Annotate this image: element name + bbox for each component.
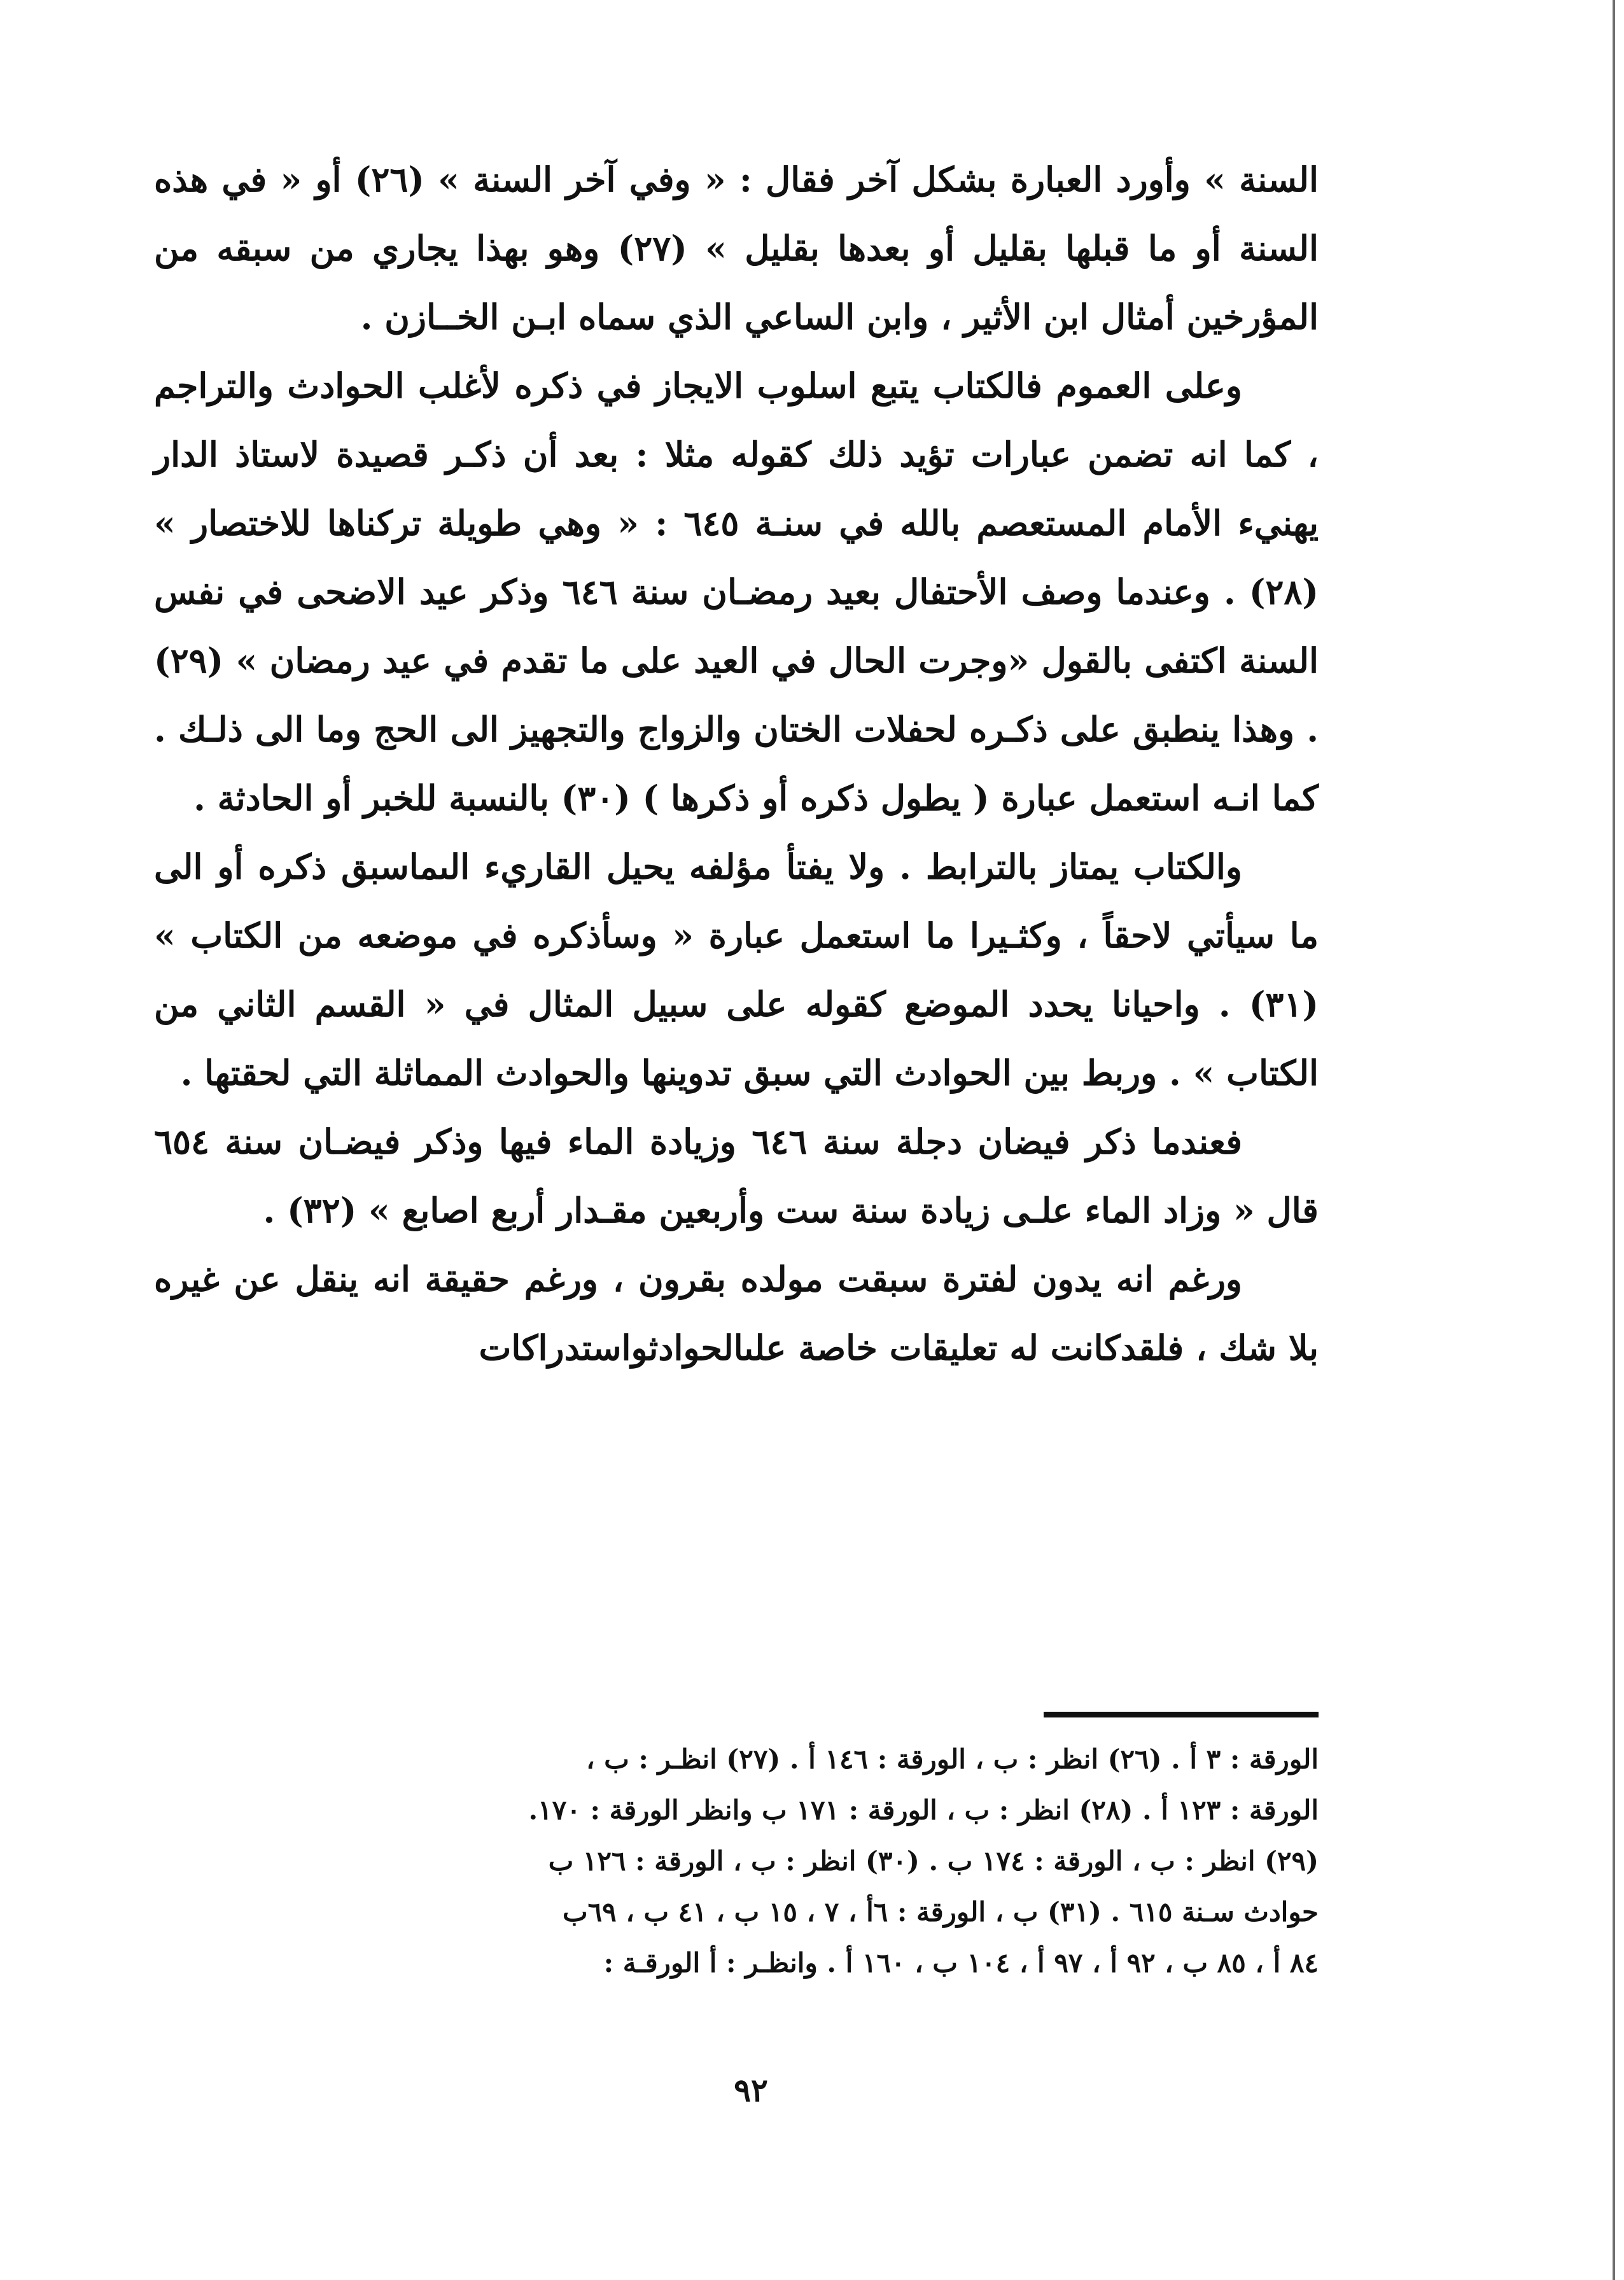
footnote-line-2: الورقة : ١٢٣ أ . (٢٨) انظر : ب ، الورقة : ١٧١ ب وانظر الورقة : ١٧٠.	[528, 1794, 1319, 1826]
paragraph-5: ورغم انه يدون لفترة سبقت مولده بقرون ، ورغم حقيقة انه ينقل عن غيره بلا شك ، فلقدكانت له تعليقات خاصة علىالحوادثواستدراكات	[154, 1259, 1319, 1368]
scan-edge-line	[1613, 0, 1615, 2280]
paragraph-3: والكتاب يمتاز بالترابط . ولا يفتأ مؤلفه يحيل القاريء الىماسبق ذكره أو الى ما سيأتي لاحقاً ، وكثـيرا ما استعمل عبارة « وسأذكره في موضعه من الكتاب » (٣١) . واحيانا يحدد الموضع كقوله على سبيل المثال في « القسم الثاني من الكتاب » . وربط بين الحوادث التي سبق تدوينها والحوادث المماثلة التي لحقتها .	[154, 846, 1319, 1093]
paragraph-4: فعندما ذكر فيضان دجلة سنة ٦٤٦ وزيادة الماء فيها وذكر فيضـان سنة ٦٥٤ قال « وزاد الماء علـى زيادة سنة ست وأربعين مقـدار أربع اصابع » (٣٢) .	[154, 1121, 1319, 1231]
footnote-line-1: الورقة : ٣ أ . (٢٦) انظر : ب ، الورقة : ١٤٦ أ . (٢٧) انظـر : ب ،	[586, 1744, 1319, 1775]
paragraph-2: وعلى العموم فالكتاب يتبع اسلوب الايجاز في ذكره لأغلب الحوادث والتراجم ، كما انه تضمن عبارات تؤيد ذلك كقوله مثلا : بعد أن ذكـر قصيدة لاستاذ الدار يهنيء الأمام المستعصم بالله في سنـة ٦٤٥ : « وهي طويلة تركناها للاختصار » (٢٨) . وعندما وصف الأحتفال بعيد رمضـان سنة ٦٤٦ وذكر عيد الاضحى في نفس السنة اكتفى بالقول «وجرت الحال في العيد على ما تقدم في عيد رمضان » (٢٩) . وهذا ينطبق على ذكـره لحفلات الختان والزواج والتجهيز الى الحج وما الى ذلـك . كما انـه استعمل عبارة ( يطول ذكره أو ذكرها ) (٣٠) بالنسبة للخبر أو الحادثة .	[154, 365, 1319, 818]
footnote-line-5: ٨٤ أ ، ٨٥ ب ، ٩٢ أ ، ٩٧ أ ، ١٠٤ ب ، ١٦٠ أ . وانظـر : أ الورقـة :	[603, 1947, 1319, 1978]
footnote-line-4: حوادث سـنة ٦١٥ . (٣١) ب ، الورقة : ٦أ ، ٧ ، ١٥ ب ، ٤١ ب ، ٦٩ب	[563, 1896, 1319, 1927]
main-text	[154, 145, 1319, 1382]
footnote-separator	[1044, 1712, 1319, 1717]
paragraph-1: السنة » وأورد العبارة بشكل آخر فقال : « وفي آخر السنة » (٢٦) أو « في هذه السنة أو ما قبلها بقليل أو بعدها بقليل » (٢٧) وهو بهذا يجاري من سبقه من المؤرخين أمثال ابن الأثير ، وابن الساعي الذي سماه ابـن الخــازن .	[154, 159, 1319, 337]
footnote-line-3: (٢٩) انظر : ب ، الورقة : ١٧٤ ب . (٣٠) انظر : ب ، الورقة : ١٢٦ ب	[548, 1845, 1319, 1877]
page-number: ٩٢	[734, 2071, 768, 2109]
footnotes	[160, 1734, 1319, 1989]
